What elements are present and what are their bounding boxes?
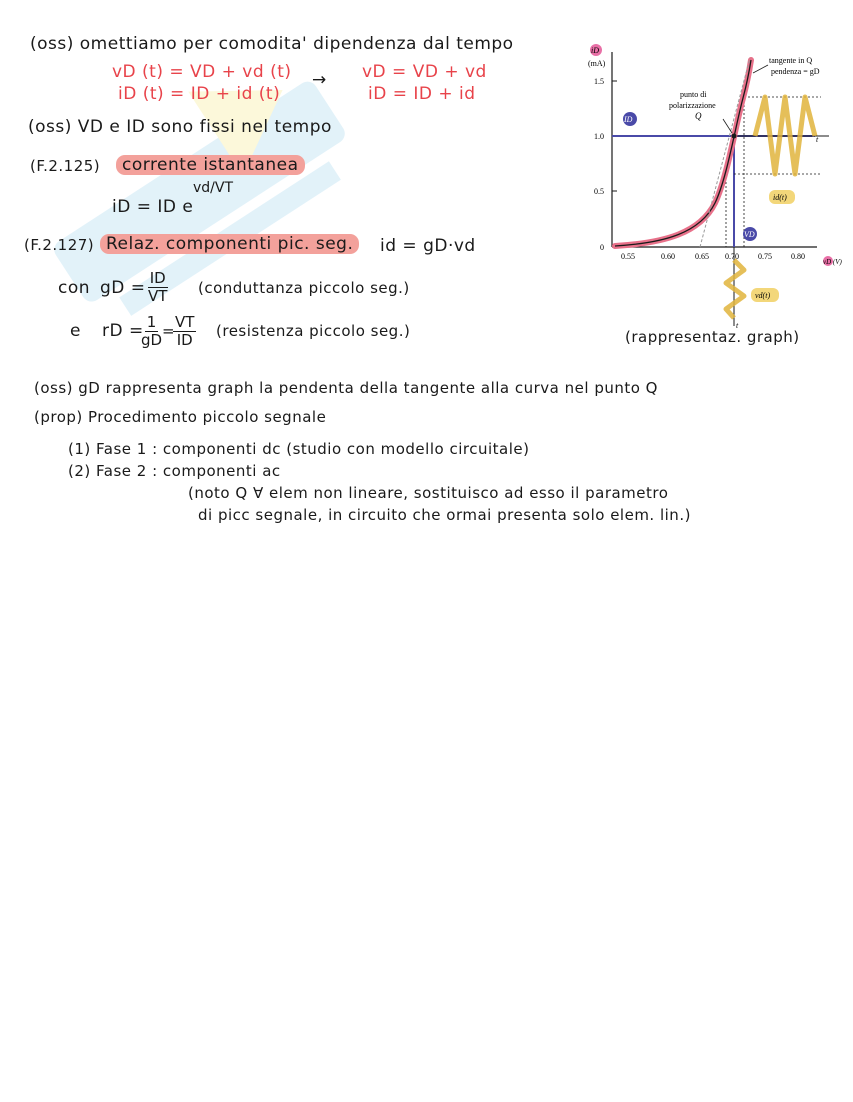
fase-1: (1) Fase 1 : componenti dc (studio con modello circuitale) [68, 440, 530, 458]
eq-exponential: iD = ID e [112, 197, 194, 217]
gd-fraction [146, 270, 169, 305]
eq-vd: vD = VD + vd [362, 62, 487, 82]
vd-badge: VD [744, 230, 755, 239]
rd-numerator-2: VT [175, 313, 195, 331]
x-tick-070: 0.70 [725, 252, 739, 261]
id-t-label: id(t) [773, 193, 787, 202]
prop-procedimento: (prop) Procedimento piccolo segnale [34, 408, 327, 426]
q-label-1: punto di [680, 90, 707, 99]
q-pointer [723, 119, 732, 133]
rd-denominator-1: gD [141, 331, 163, 349]
eq-vd-time: vD (t) = VD + vd (t) [112, 62, 292, 82]
tangent-pointer [753, 65, 768, 73]
eq-id-time: iD (t) = ID + id (t) [118, 84, 281, 104]
x-tick-065: 0.65 [695, 252, 709, 261]
note-line-2: di picc segnale, in circuito che ormai presenta solo elem. lin.) [198, 506, 691, 524]
oss-ometti-dipendenza: (oss) omettiamo per comodita' dipendenza dal tempo [30, 34, 514, 54]
rd-fraction-1 [139, 314, 164, 349]
label-e: e [70, 321, 81, 341]
eq-id: iD = ID + id [368, 84, 476, 104]
rd-lhs: rD = [102, 321, 144, 341]
x-tick-075: 0.75 [758, 252, 772, 261]
q-point [732, 134, 737, 139]
tangent-label-1: tangente in Q [769, 56, 813, 65]
gd-numerator: ID [149, 269, 166, 287]
rd-fraction-2 [173, 314, 196, 349]
diode-characteristic-graph [585, 38, 847, 330]
rd-denominator-2: ID [176, 331, 193, 349]
y-tick-10: 1.0 [594, 132, 604, 141]
formula-tag-125: (F.2.125) [30, 157, 101, 175]
rd-numerator-1: 1 [146, 313, 157, 331]
rd-equals: = [162, 322, 176, 340]
vd-t-signal [726, 260, 744, 318]
t-label-right: t [816, 135, 819, 144]
vd-t-label: vd(t) [755, 291, 771, 300]
x-tick-080: 0.80 [791, 252, 805, 261]
eq-small-signal: id = gD·vd [380, 236, 476, 256]
graph-caption: (rappresentaz. graph) [625, 328, 800, 346]
y-tick-05: 0.5 [594, 187, 604, 196]
y-axis-label: iD [591, 46, 599, 55]
y-tick-15: 1.5 [594, 77, 604, 86]
title-corrente-istantanea: corrente istantanea [116, 155, 305, 175]
x-axis-label: vD (V) [823, 258, 842, 266]
oss-fissi-nel-tempo: (oss) VD e ID sono fissi nel tempo [28, 117, 332, 137]
y-unit: (mA) [588, 59, 606, 68]
q-label-3: Q [695, 111, 702, 121]
formula-tag-127: (F.2.127) [24, 236, 95, 254]
title-relaz-componenti: Relaz. componenti pic. seg. [100, 234, 359, 254]
gd-denominator: VT [148, 287, 168, 305]
iv-curve [615, 60, 751, 246]
note-line-1: (noto Q ∀ elem non lineare, sostituisco ad esso il parametro [188, 484, 669, 502]
t-label-down: t [736, 321, 739, 330]
gd-description: (conduttanza piccolo seg.) [198, 279, 410, 297]
implies-arrow: → [312, 70, 327, 90]
tangent-label-2: pendenza = gD [771, 67, 820, 76]
eq-exponent: vd/VT [193, 180, 234, 196]
gd-lhs: gD = [100, 278, 146, 298]
rd-description: (resistenza piccolo seg.) [216, 322, 411, 340]
oss-gd-pendenza: (oss) gD rappresenta graph la pendenta della tangente alla curva nel punto Q [34, 379, 658, 397]
y-tick-0: 0 [600, 243, 604, 252]
q-label-2: polarizzazione [669, 101, 716, 110]
fase-2: (2) Fase 2 : componenti ac [68, 462, 281, 480]
x-tick-060: 0.60 [661, 252, 675, 261]
x-tick-055: 0.55 [621, 252, 635, 261]
label-con: con [58, 278, 91, 298]
id-badge: ID [624, 115, 633, 124]
